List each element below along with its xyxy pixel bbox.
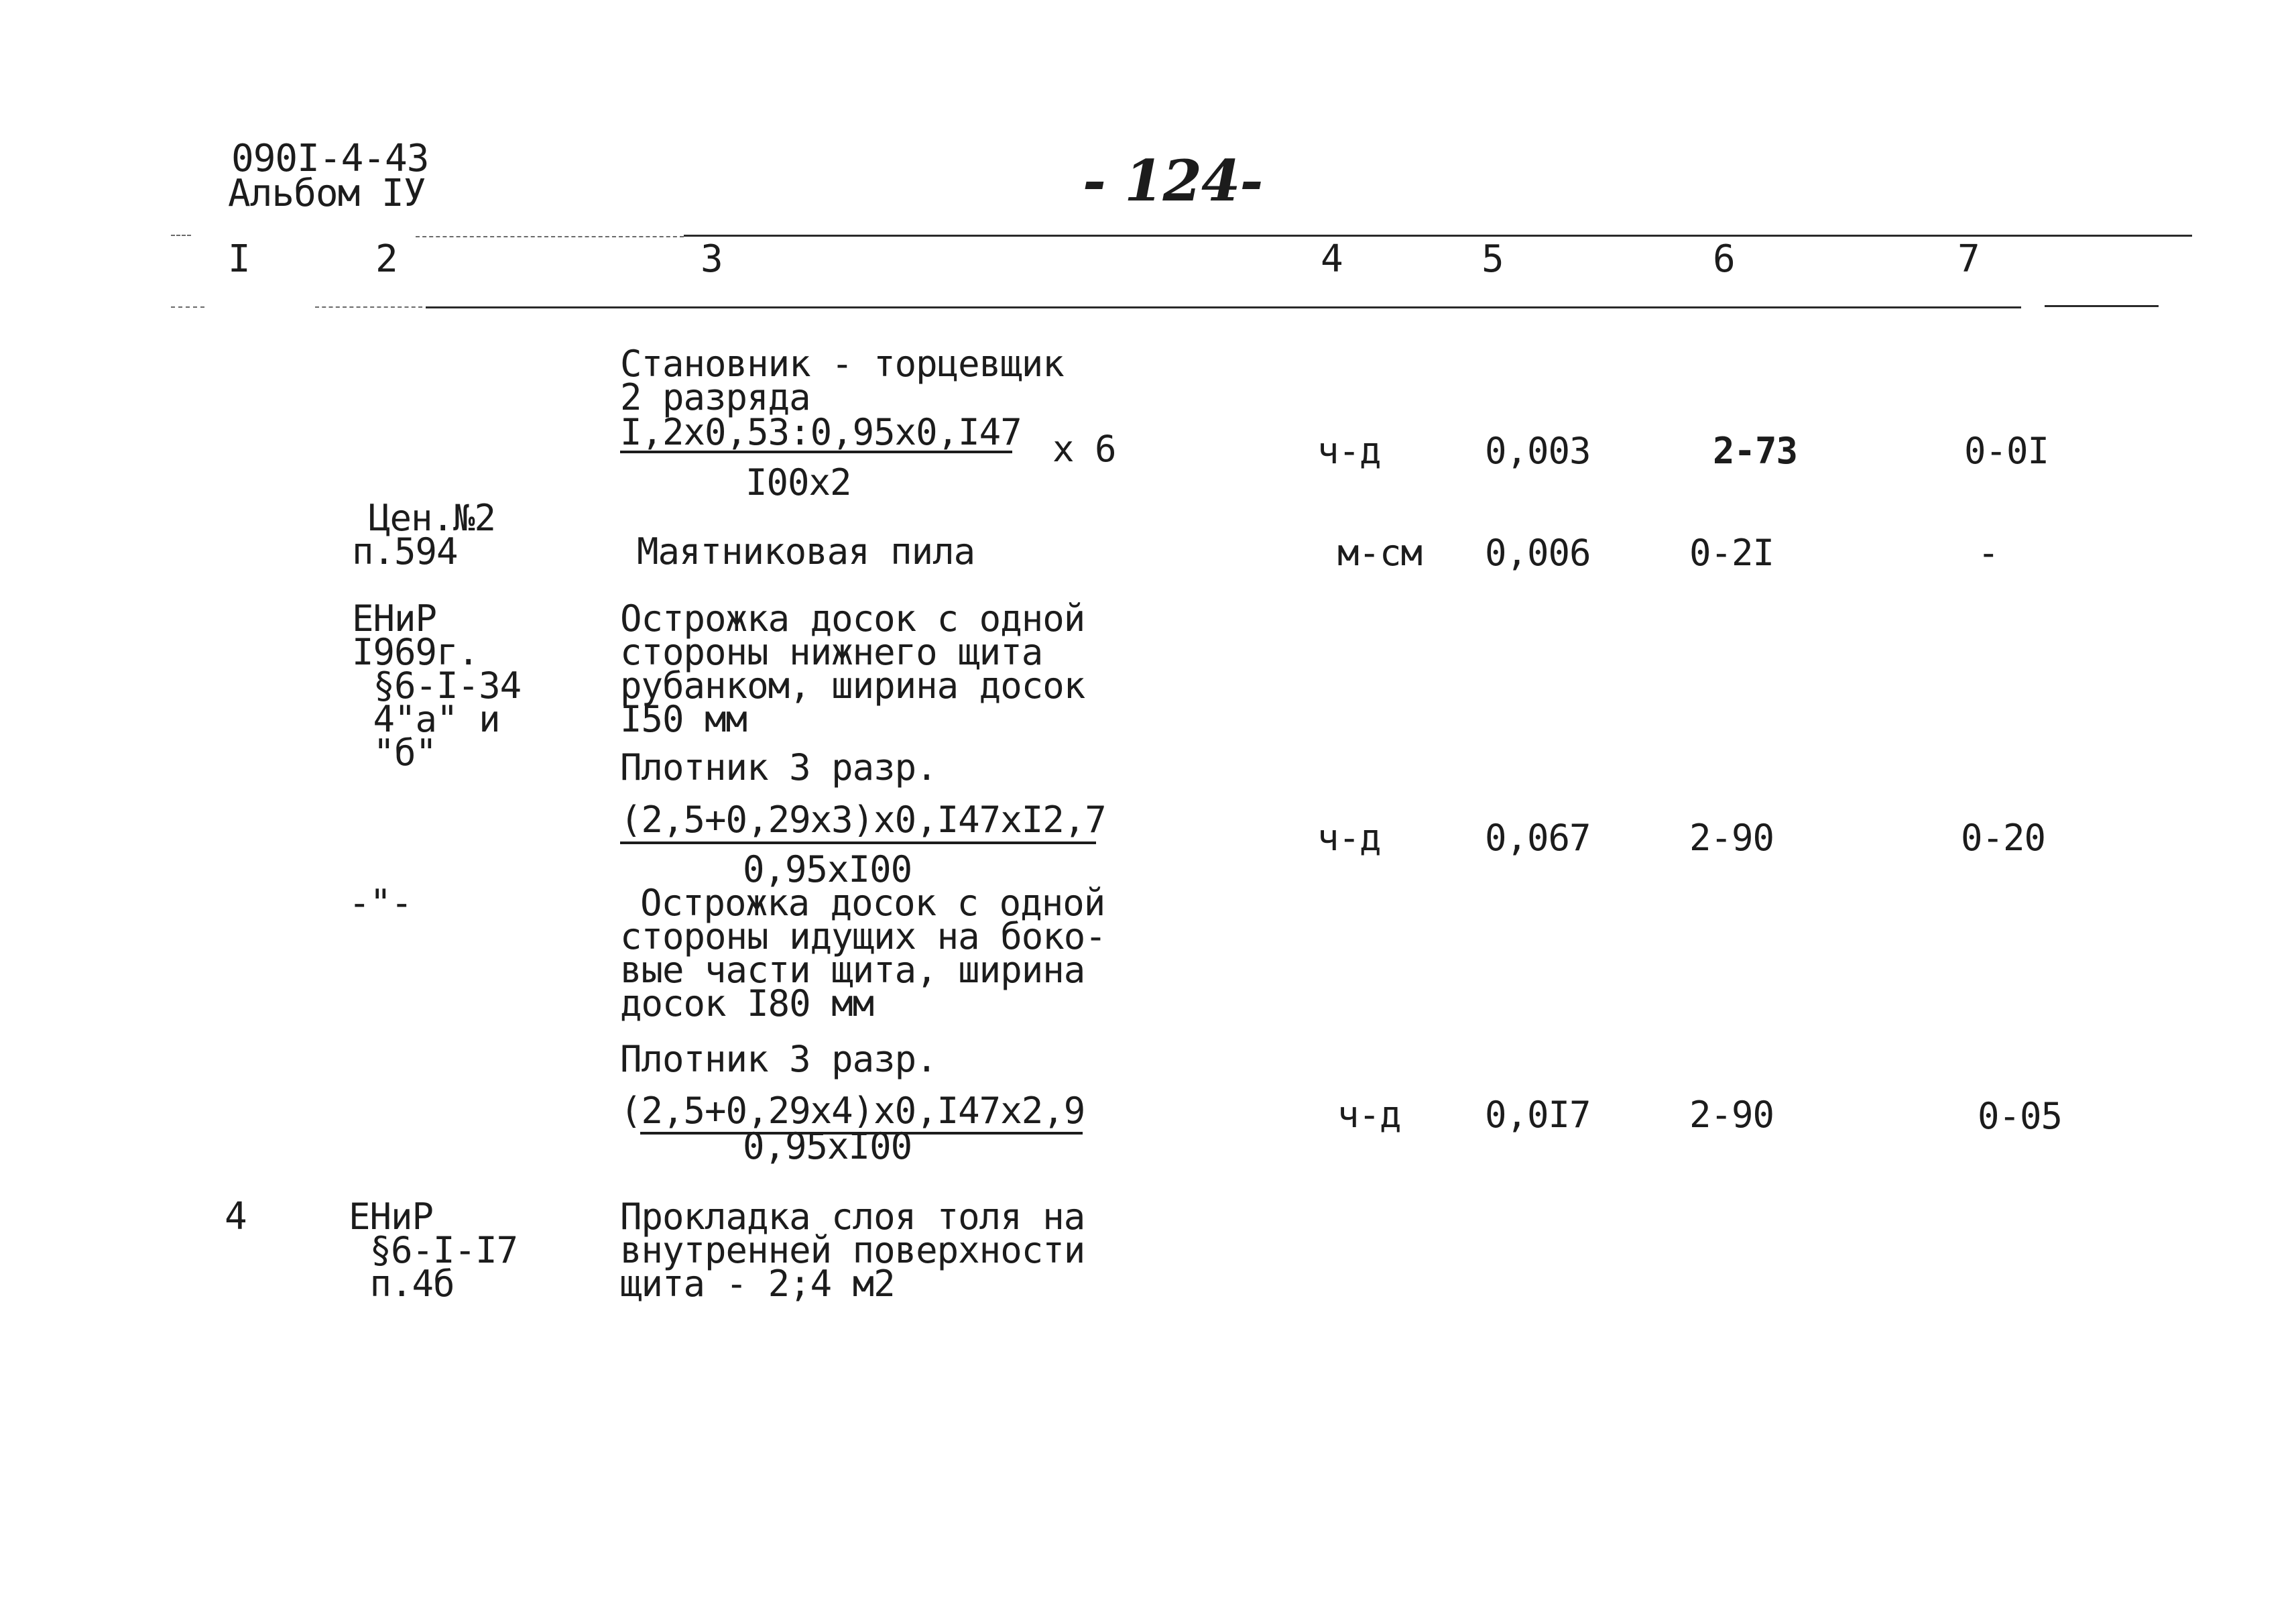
row5-description-line3: щита - 2;4 м2 [620, 1263, 895, 1305]
row3-reference-line1: ЕНиР [352, 597, 437, 640]
column-header-2: 2 [375, 237, 398, 281]
row2-reference-line2: п.594 [352, 530, 458, 573]
row3-description-line2: стороны нижнего щита [620, 631, 1043, 673]
row5-description-line2: внутренней поверхности [620, 1229, 1085, 1271]
row5-reference-line2: §6-I-I7 [349, 1229, 518, 1271]
row1-fraction-bar [620, 451, 1012, 453]
row4-description-line2: стороны идущих на боко- [620, 915, 1106, 958]
row5-reference-line3: п.4б [349, 1263, 455, 1305]
column-header-3: 3 [701, 237, 723, 281]
row4-quantity: 0,0I7 [1485, 1094, 1591, 1136]
header-rule-top [684, 235, 2192, 237]
column-header-5: 5 [1482, 237, 1504, 281]
column-header-1: I [228, 237, 250, 281]
row5-description-line1: Прокладка слоя толя на [620, 1196, 1085, 1238]
column-header-7: 7 [1957, 237, 1980, 281]
header-rule-bottom-left [171, 306, 204, 308]
row3-description-line3: рубанком, ширина досок [620, 664, 1085, 707]
row4-description-line4: досок I80 мм [620, 982, 874, 1025]
row3-quantity: 0,067 [1485, 817, 1591, 859]
row1-description-line1: Становник - торцевщик [620, 343, 1064, 385]
row4-description-line3: вые части щита, ширина [620, 949, 1085, 991]
row4-formula-numerator: (2,5+0,29x4)x0,I47x2,9 [620, 1090, 1085, 1132]
row1-rate: 2-73 [1713, 430, 1798, 472]
row4-worker: Плотник 3 разр. [620, 1038, 937, 1080]
row3-cost: 0-20 [1961, 817, 2046, 859]
row3-description-line4: I50 мм [620, 698, 747, 740]
album-label: Альбом IУ [228, 172, 426, 215]
header-rule-top-mid [416, 236, 684, 237]
column-header-6: 6 [1713, 237, 1735, 281]
row2-reference-line1: Цен.№2 [369, 497, 496, 539]
row1-unit: ч-д [1317, 430, 1381, 472]
row2-rate: 0-2I [1689, 532, 1774, 574]
row4-cost: 0-05 [1978, 1095, 2063, 1137]
row4-formula-denominator: 0,95xI00 [743, 1125, 912, 1167]
column-header-4: 4 [1321, 237, 1343, 281]
row3-rate: 2-90 [1689, 817, 1774, 859]
row3-unit: ч-д [1317, 817, 1381, 859]
row4-unit: ч-д [1337, 1094, 1401, 1136]
header-rule-bottom-mid [315, 306, 422, 308]
document-code: 090I-4-43 [231, 137, 429, 180]
header-rule-bottom-right [2045, 305, 2159, 307]
row5-reference-line1: ЕНиР [349, 1196, 434, 1238]
row3-reference-line3: §6-I-34 [352, 664, 522, 707]
header-rule-bottom [426, 306, 2021, 308]
row3-reference-line4: 4"а" и [352, 698, 500, 740]
row1-cost: 0-0I [1964, 430, 2049, 472]
row5-index: 4 [225, 1195, 247, 1238]
header-rule-top-left [171, 235, 191, 236]
page-number: - 124- [1083, 148, 1263, 214]
row3-reference-line5: "б" [352, 732, 437, 774]
row3-reference-line2: I969г. [352, 631, 479, 673]
row3-description-line1: Острожка досок с одной [620, 597, 1085, 640]
row1-quantity: 0,003 [1485, 430, 1591, 472]
row2-description: Маятниковая пила [637, 530, 975, 573]
row2-cost: - [1978, 532, 1999, 574]
row1-formula-numerator: I,2x0,53:0,95x0,I47 [620, 411, 1022, 453]
row4-rate: 2-90 [1689, 1094, 1774, 1136]
row4-description-line1: Острожка досок с одной [640, 882, 1105, 924]
row3-worker: Плотник 3 разр. [620, 746, 937, 789]
row2-quantity: 0,006 [1485, 532, 1591, 574]
row2-unit: м-см [1337, 532, 1423, 574]
row4-reference-ditto: -"- [349, 882, 412, 924]
row1-description-line2: 2 разряда [620, 376, 810, 418]
row1-formula-denominator: I00x2 [745, 461, 851, 504]
row3-fraction-bar [620, 842, 1096, 844]
row3-formula-denominator: 0,95xI00 [743, 848, 912, 890]
row3-formula-numerator: (2,5+0,29x3)x0,I47xI2,7 [620, 799, 1106, 841]
row1-multiplier: x 6 [1052, 428, 1116, 470]
